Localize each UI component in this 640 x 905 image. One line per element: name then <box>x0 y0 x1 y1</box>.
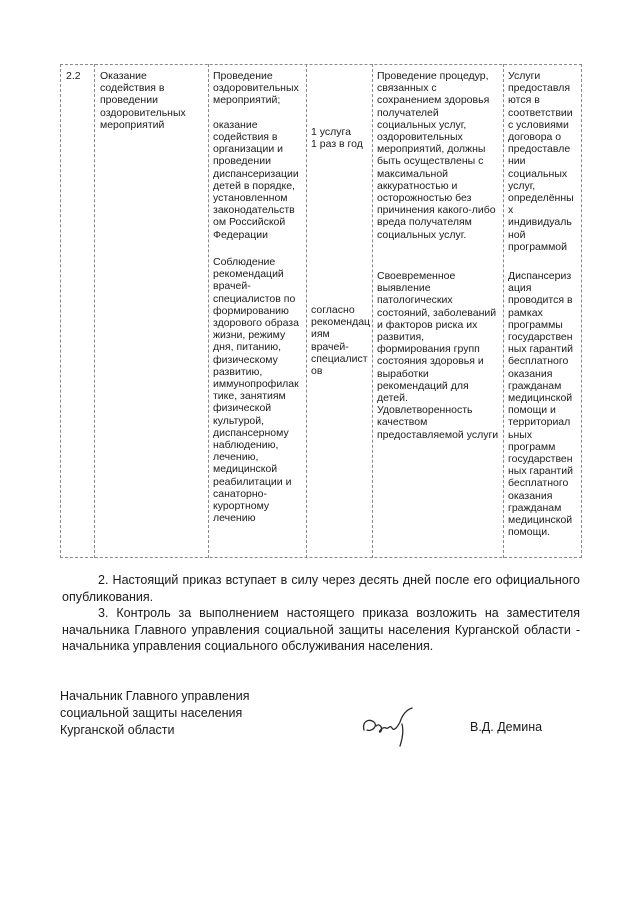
paragraph-3: 3. Контроль за выполнением настоящего приказа возложить на заместителя начальника Главного управления социальной защиты населения Курганской области - начальника управления социального обслуживания населения. <box>62 606 580 653</box>
service-activity-1: Проведение оздоровительных мероприятий; оказание содействия в организации и проведении диспансеризации детей в порядке, установленном законодательств ом Российской Федерации <box>213 70 299 241</box>
service-name: Оказание содействия в проведении оздоровительных мероприятий <box>100 70 186 131</box>
paragraph-2: 2. Настоящий приказ вступает в силу через десять дней после его официального опубликования. <box>62 573 580 604</box>
table-column-divider <box>94 64 95 558</box>
signer-position: Начальник Главного управления социальной защиты населения Курганской области <box>60 689 250 737</box>
signer-name: В.Д. Демина <box>470 720 543 734</box>
service-conditions-1: Услуги предоставля ются в соответствии с условиями договора о предоставле нии социальных услуг, определённы х индивидуаль ной программой <box>508 70 574 253</box>
services-table <box>60 64 582 558</box>
service-conditions-2: Диспансериз ация проводится в рамках программы государствен ных гарантий бесплатного оказания гражданам медицинской помощи и территориал ьных программ государствен ных гарантий бесплатного оказания гражданам медицинской помощи. <box>508 270 573 539</box>
service-quality-2: Своевременное выявление патологических состояний, заболеваний и факторов риска их развития, формирования групп состояния здоровья и выработки рекомендаций для детей. Удовлетворенность качеством предоставляемой услуги <box>377 270 499 441</box>
table-column-divider <box>60 64 61 558</box>
row-number: 2.2 <box>66 70 81 82</box>
service-volume-2: согласно рекомендац иям врачей- специалист ов <box>311 304 371 378</box>
handwritten-signature <box>358 700 428 748</box>
service-quality-1: Проведение процедур, связанных с сохранением здоровья получателей социальных услуг, оздоровительных мероприятий, должны быть осуществлены с максимальной аккуратностью и осторожностью без причинения какого-либо вреда получателям социальных услуг. <box>377 70 496 241</box>
service-volume-1: 1 услуга 1 раз в год <box>311 126 363 151</box>
table-column-divider <box>208 64 209 558</box>
service-activity-2: Соблюдение рекомендаций врачей- специалистов по формированию здорового образа жизни, режиму дня, питанию, физическому развитию, иммунопрофилак тике, занятиям физической культурой, диспансерному наблюдению, лечению, медицинской реабилитации и санаторно- курортному лечению <box>213 256 299 525</box>
